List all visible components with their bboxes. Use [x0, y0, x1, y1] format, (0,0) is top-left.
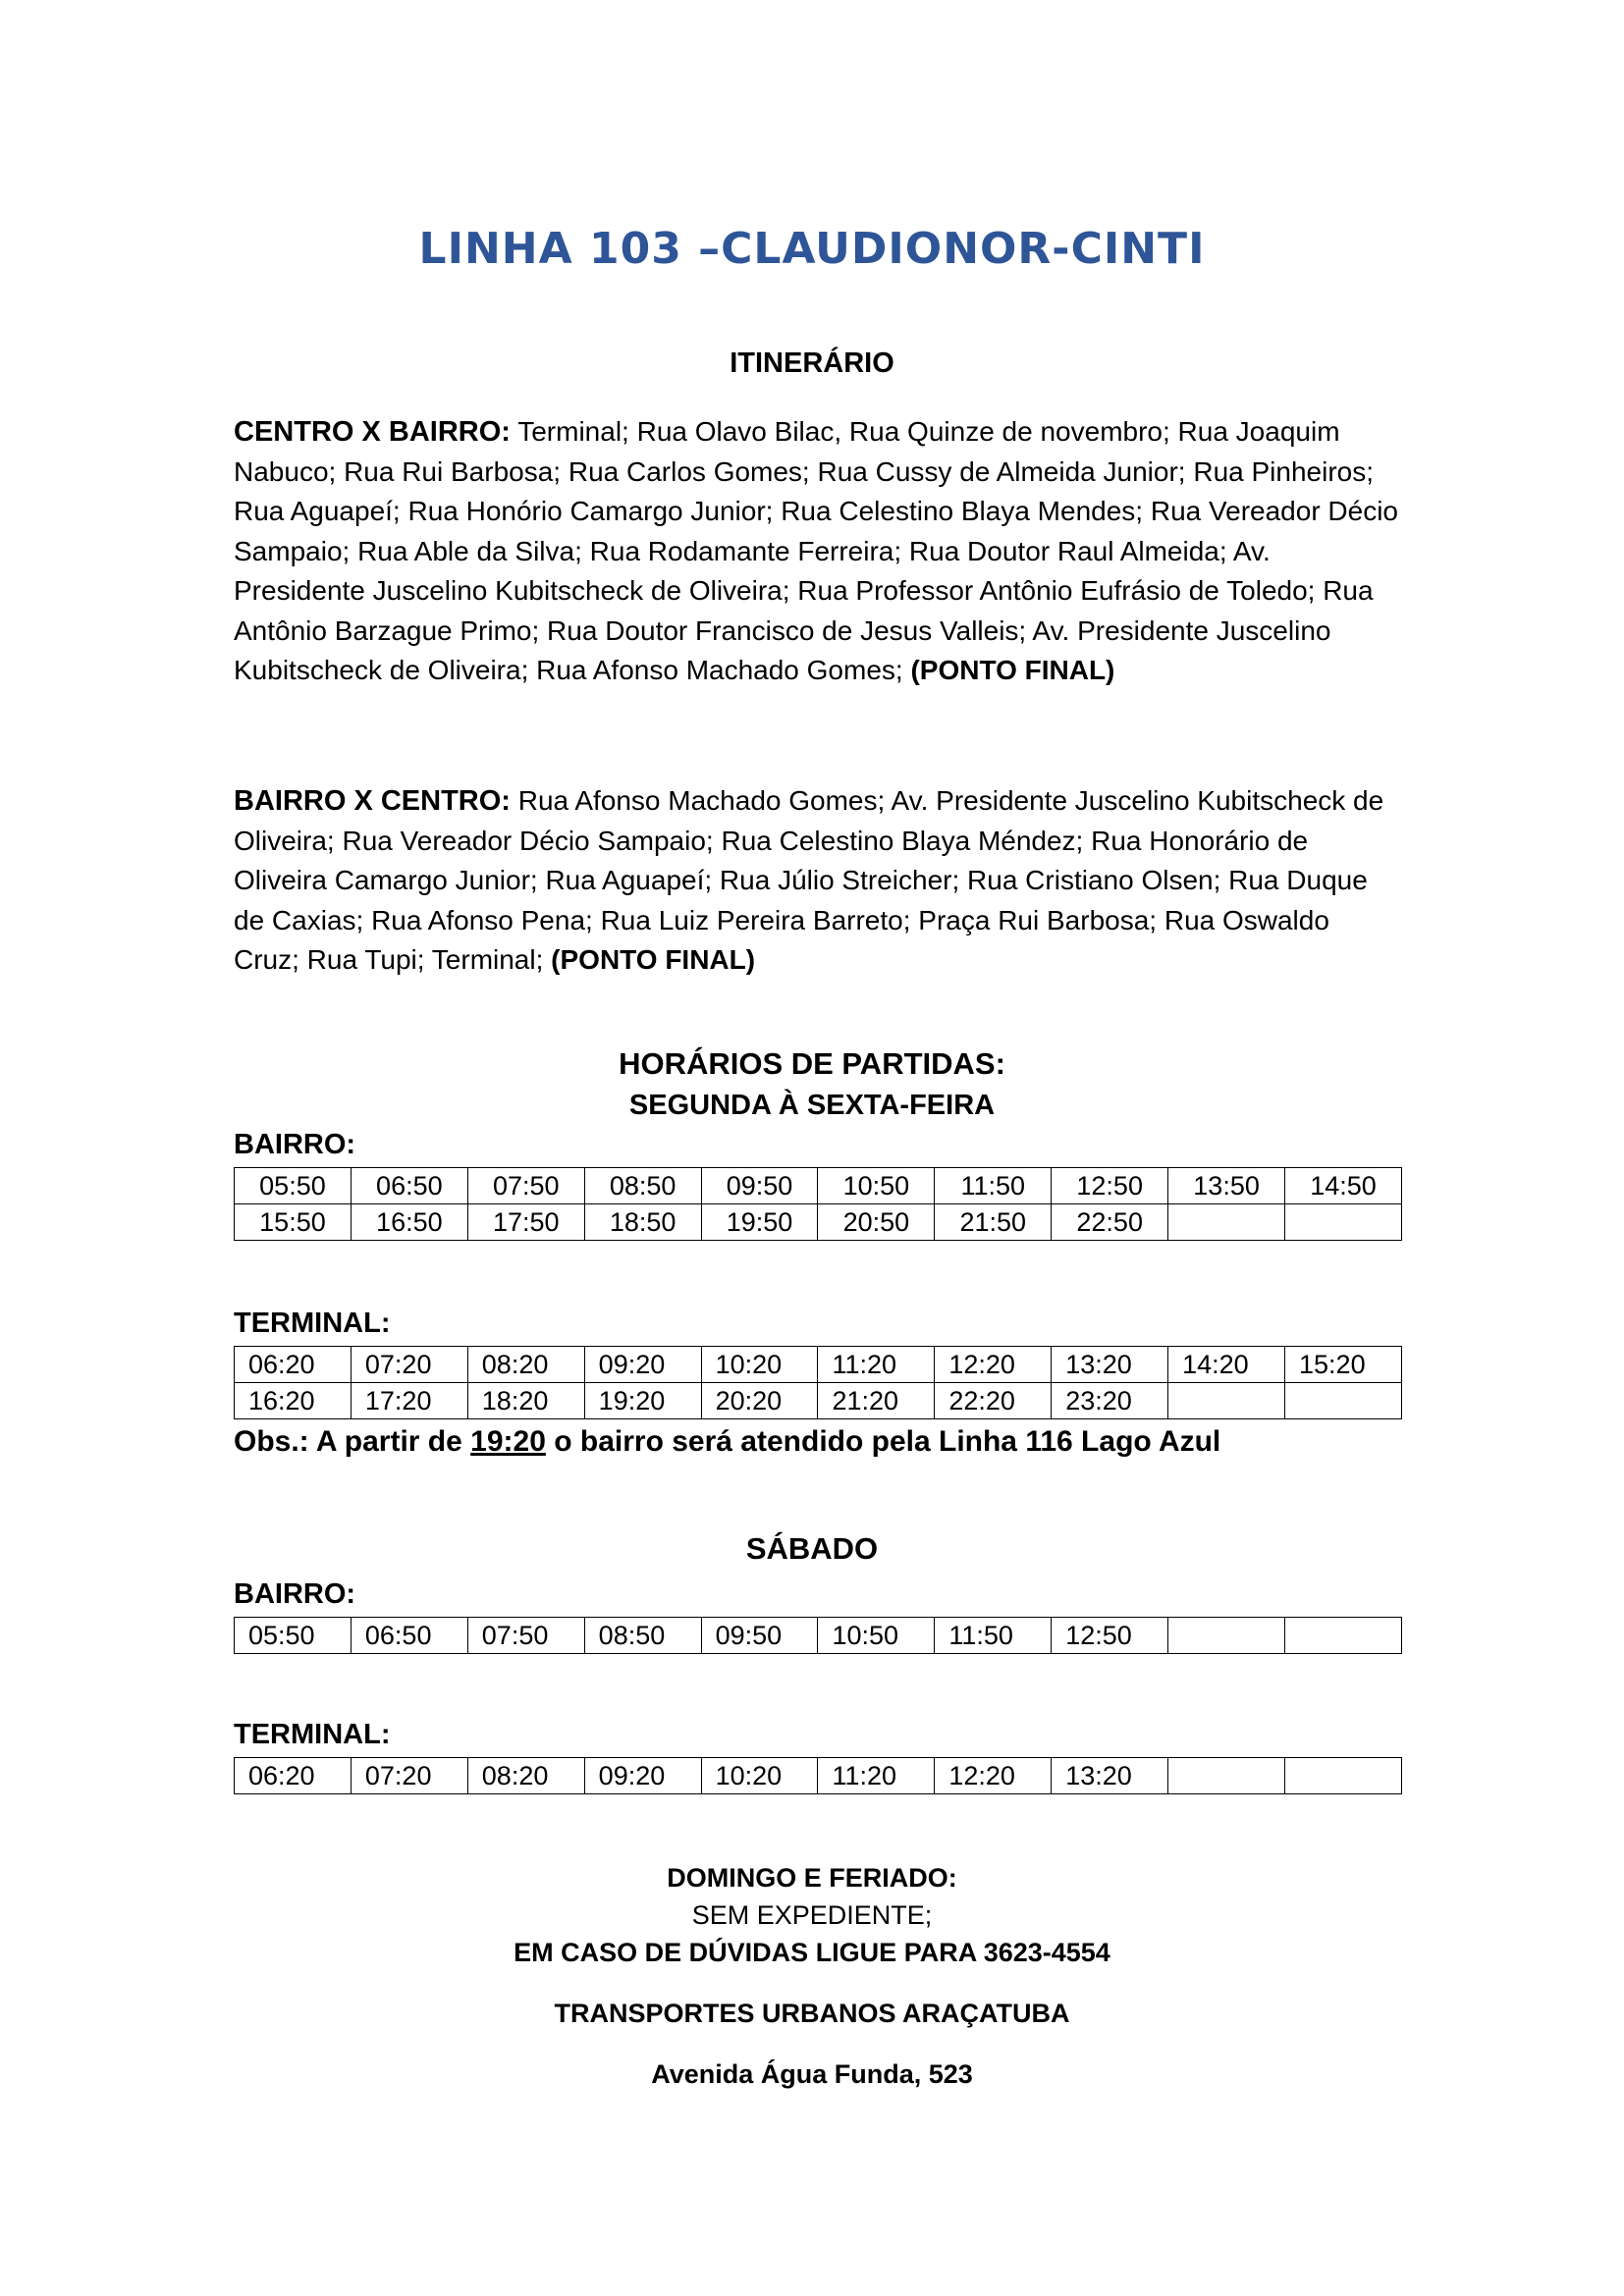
time-cell: 16:20	[235, 1383, 352, 1419]
centro-bairro-label: CENTRO X BAIRRO:	[234, 416, 511, 448]
time-cell: 12:50	[1052, 1168, 1168, 1204]
time-cell: 18:50	[584, 1204, 701, 1241]
time-cell: 05:50	[235, 1618, 352, 1654]
centro-bairro-end: (PONTO FINAL)	[910, 655, 1115, 685]
time-cell: 13:50	[1168, 1168, 1285, 1204]
schedule-heading: HORÁRIOS DE PARTIDAS:	[619, 1046, 1005, 1081]
time-cell: 23:20	[1052, 1383, 1168, 1419]
time-cell: 16:50	[351, 1204, 467, 1241]
time-cell: 15:20	[1285, 1347, 1402, 1383]
time-cell: 08:50	[584, 1168, 701, 1204]
time-cell: 22:50	[1052, 1204, 1168, 1241]
time-cell: 07:20	[351, 1758, 467, 1794]
weekday-heading: SEGUNDA À SEXTA-FEIRA	[628, 1090, 996, 1121]
time-cell: 07:50	[467, 1618, 584, 1654]
time-cell: 10:20	[701, 1758, 818, 1794]
bairro-centro-paragraph	[234, 781, 1402, 981]
time-cell: 13:20	[1052, 1347, 1168, 1383]
weekday-terminal-table	[234, 1346, 1402, 1419]
time-cell: 17:20	[351, 1383, 467, 1419]
weekday-bairro-table	[234, 1167, 1402, 1241]
time-cell: 08:20	[467, 1758, 584, 1794]
time-cell: 18:20	[467, 1383, 584, 1419]
time-cell	[1285, 1758, 1402, 1794]
time-cell: 20:20	[701, 1383, 818, 1419]
time-cell	[1168, 1618, 1285, 1654]
time-cell: 10:50	[818, 1618, 935, 1654]
time-cell	[1168, 1383, 1285, 1419]
time-cell: 21:20	[818, 1383, 935, 1419]
time-cell: 07:50	[467, 1168, 584, 1204]
time-cell: 11:50	[935, 1618, 1052, 1654]
time-cell: 11:20	[818, 1758, 935, 1794]
table-row	[235, 1168, 1402, 1204]
time-cell: 11:50	[935, 1168, 1052, 1204]
centro-bairro-route: Terminal; Rua Olavo Bilac, Rua Quinze de novembro; Rua Joaquim Nabuco; Rua Rui Barbosa; Rua Carlos Gomes; Rua Cussy de Almeida Junior; Rua Pinheiros; Rua Aguapeí; Rua Honório Camargo Junior; Rua Celestino Blaya Mendes; Rua Vereador Décio Sampaio; Rua Able da Silva; Rua Rodamante Ferreira; Rua Doutor Raul Almeida; Av. Presidente Juscelino Kubitscheck de Oliveira; Rua Professor Antônio Eufrásio de Toledo; Rua Antônio Barzague Primo; Rua Doutor Francisco de Jesus Valleis; Av. Presidente Juscelino Kubitscheck de Oliveira; Rua Afonso Machado Gomes;	[234, 416, 1399, 685]
time-cell: 09:50	[701, 1168, 818, 1204]
time-cell: 22:20	[935, 1383, 1052, 1419]
time-cell: 09:20	[584, 1347, 701, 1383]
time-cell: 19:50	[701, 1204, 818, 1241]
table-row	[235, 1347, 1402, 1383]
bairro-centro-label: BAIRRO X CENTRO:	[234, 785, 511, 817]
table-row	[235, 1758, 1402, 1794]
note-prefix: Obs.: A partir de	[234, 1425, 471, 1458]
time-cell: 06:20	[235, 1758, 352, 1794]
time-cell: 08:20	[467, 1347, 584, 1383]
sunday-heading: DOMINGO E FERIADO:	[667, 1863, 957, 1893]
schedule-note	[234, 1425, 1220, 1459]
time-cell: 08:50	[584, 1618, 701, 1654]
time-cell: 06:20	[235, 1347, 352, 1383]
time-cell: 09:20	[584, 1758, 701, 1794]
bairro-centro-route: Rua Afonso Machado Gomes; Av. Presidente Juscelino Kubitscheck de Oliveira; Rua Vereador Décio Sampaio; Rua Celestino Blaya Méndez; Rua Honorário de Oliveira Camargo Junior; Rua Aguapeí; Rua Júlio Streicher; Rua Cristiano Olsen; Rua Duque de Caxias; Rua Afonso Pena; Rua Luiz Pereira Barreto; Praça Rui Barbosa; Rua Oswaldo Cruz; Rua Tupi; Terminal;	[234, 785, 1384, 975]
saturday-bairro-table	[234, 1617, 1402, 1654]
time-cell: 17:50	[467, 1204, 584, 1241]
time-cell	[1285, 1618, 1402, 1654]
time-cell: 14:20	[1168, 1347, 1285, 1383]
page-title: LINHA 103 –CLAUDIONOR-CINTI	[418, 224, 1206, 274]
time-cell: 06:50	[351, 1618, 467, 1654]
time-cell: 10:20	[701, 1347, 818, 1383]
no-service-text: SEM EXPEDIENTE;	[691, 1900, 933, 1930]
time-cell: 11:20	[818, 1347, 935, 1383]
itinerary-heading: ITINERÁRIO	[730, 347, 894, 379]
saturday-heading: SÁBADO	[745, 1531, 879, 1566]
note-time: 19:20	[470, 1425, 546, 1458]
time-cell: 20:50	[818, 1204, 935, 1241]
time-cell: 06:50	[351, 1168, 467, 1204]
company-name: TRANSPORTES URBANOS ARAÇATUBA	[554, 1999, 1070, 2028]
time-cell	[1285, 1383, 1402, 1419]
table-row	[235, 1204, 1402, 1241]
time-cell	[1285, 1204, 1402, 1241]
saturday-bairro-label: BAIRRO:	[234, 1578, 356, 1610]
time-cell: 12:50	[1052, 1618, 1168, 1654]
time-cell: 05:50	[235, 1168, 352, 1204]
company-address: Avenida Água Funda, 523	[651, 2059, 973, 2089]
centro-bairro-paragraph	[234, 412, 1402, 691]
time-cell: 07:20	[351, 1347, 467, 1383]
saturday-terminal-table	[234, 1757, 1402, 1794]
table-row	[235, 1618, 1402, 1654]
time-cell: 13:20	[1052, 1758, 1168, 1794]
note-suffix: o bairro será atendido pela Linha 116 Lago Azul	[545, 1425, 1221, 1458]
bairro-centro-end: (PONTO FINAL)	[551, 944, 756, 975]
weekday-terminal-label: TERMINAL:	[234, 1308, 391, 1339]
weekday-bairro-label: BAIRRO:	[234, 1129, 356, 1160]
time-cell: 10:50	[818, 1168, 935, 1204]
time-cell: 19:20	[584, 1383, 701, 1419]
time-cell: 12:20	[935, 1758, 1052, 1794]
saturday-terminal-label: TERMINAL:	[234, 1719, 391, 1750]
table-row	[235, 1383, 1402, 1419]
time-cell: 12:20	[935, 1347, 1052, 1383]
time-cell: 09:50	[701, 1618, 818, 1654]
time-cell: 14:50	[1285, 1168, 1402, 1204]
time-cell	[1168, 1758, 1285, 1794]
time-cell: 21:50	[935, 1204, 1052, 1241]
time-cell	[1168, 1204, 1285, 1241]
contact-text: EM CASO DE DÚVIDAS LIGUE PARA 3623-4554	[514, 1938, 1110, 1967]
time-cell: 15:50	[235, 1204, 352, 1241]
